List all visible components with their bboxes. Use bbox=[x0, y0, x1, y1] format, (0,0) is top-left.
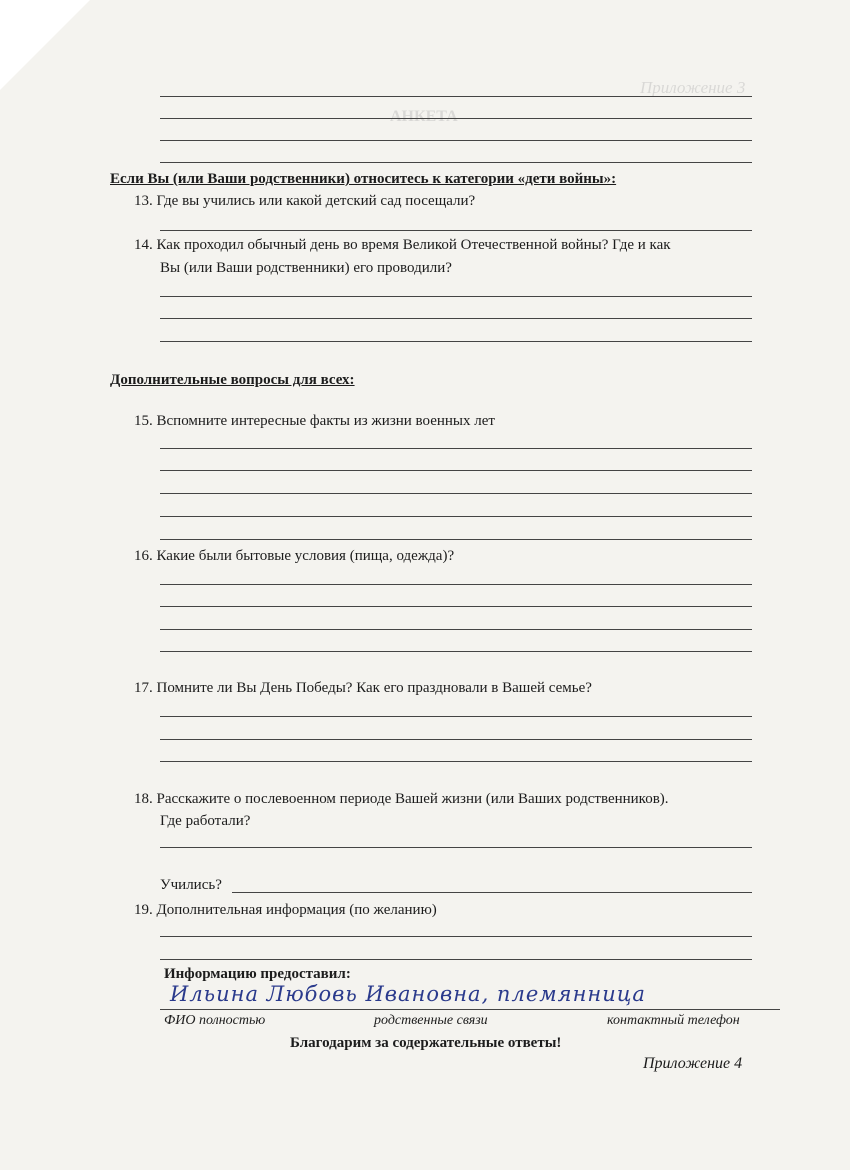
answer-line[interactable] bbox=[160, 448, 752, 449]
answer-line[interactable] bbox=[160, 539, 752, 540]
answer-line[interactable] bbox=[160, 584, 752, 585]
section-all: Дополнительные вопросы для всех: bbox=[110, 372, 355, 388]
question-17: 17. Помните ли Вы День Победы? Как его праздновали в Вашей семье? bbox=[134, 680, 592, 696]
answer-line[interactable] bbox=[160, 296, 752, 297]
answer-line[interactable] bbox=[160, 140, 752, 141]
question-18-line3: Учились? bbox=[160, 877, 222, 893]
appendix-label: Приложение 4 bbox=[643, 1055, 743, 1072]
label-phone: контактный телефон bbox=[607, 1013, 740, 1028]
answer-line[interactable] bbox=[232, 892, 752, 893]
question-15: 15. Вспомните интересные факты из жизни военных лет bbox=[134, 413, 495, 429]
answer-line[interactable] bbox=[160, 761, 752, 762]
question-18-line2: Где работали? bbox=[160, 813, 251, 829]
question-13: 13. Где вы учились или какой детский сад посещали? bbox=[134, 193, 476, 209]
answer-line[interactable] bbox=[160, 651, 752, 652]
label-full-name: ФИО полностью bbox=[164, 1013, 266, 1028]
question-14-line1: 14. Как проходил обычный день во время Великой Отечественной войны? Где и как bbox=[134, 237, 671, 253]
answer-line[interactable] bbox=[160, 162, 752, 163]
ghost-title: АНКЕТА bbox=[390, 108, 458, 125]
label-relation: родственные связи bbox=[374, 1013, 488, 1028]
answer-line[interactable] bbox=[160, 716, 752, 717]
section-children-of-war: Если Вы (или Ваши родственники) относитесь к категории «дети войны»: bbox=[110, 171, 617, 187]
answer-line[interactable] bbox=[160, 959, 752, 960]
signature-line[interactable] bbox=[160, 1009, 780, 1010]
answer-line[interactable] bbox=[160, 470, 752, 471]
answer-line[interactable] bbox=[160, 936, 752, 937]
answer-line[interactable] bbox=[160, 230, 752, 231]
ghost-appendix-3: Приложение 3 bbox=[640, 78, 746, 97]
thanks-text: Благодарим за содержательные ответы! bbox=[290, 1035, 562, 1051]
answer-line[interactable] bbox=[160, 318, 752, 319]
info-provided-label: Информацию предоставил: bbox=[164, 966, 351, 982]
question-19: 19. Дополнительная информация (по желанию) bbox=[134, 902, 437, 918]
handwritten-signature-text: Ильина Любовь Ивановна, племянница bbox=[170, 982, 646, 1006]
answer-line[interactable] bbox=[160, 118, 752, 119]
question-14-line2: Вы (или Ваши родственники) его проводили? bbox=[160, 260, 452, 276]
question-18-line1: 18. Расскажите о послевоенном периоде Вашей жизни (или Ваших родственников). bbox=[134, 791, 669, 807]
answer-line[interactable] bbox=[160, 493, 752, 494]
answer-line[interactable] bbox=[160, 739, 752, 740]
answer-line[interactable] bbox=[160, 606, 752, 607]
answer-line[interactable] bbox=[160, 341, 752, 342]
question-16: 16. Какие были бытовые условия (пища, одежда)? bbox=[134, 548, 455, 564]
answer-line[interactable] bbox=[160, 516, 752, 517]
answer-line[interactable] bbox=[160, 96, 752, 97]
folded-corner bbox=[0, 0, 90, 90]
answer-line[interactable] bbox=[160, 629, 752, 630]
answer-line[interactable] bbox=[160, 847, 752, 848]
